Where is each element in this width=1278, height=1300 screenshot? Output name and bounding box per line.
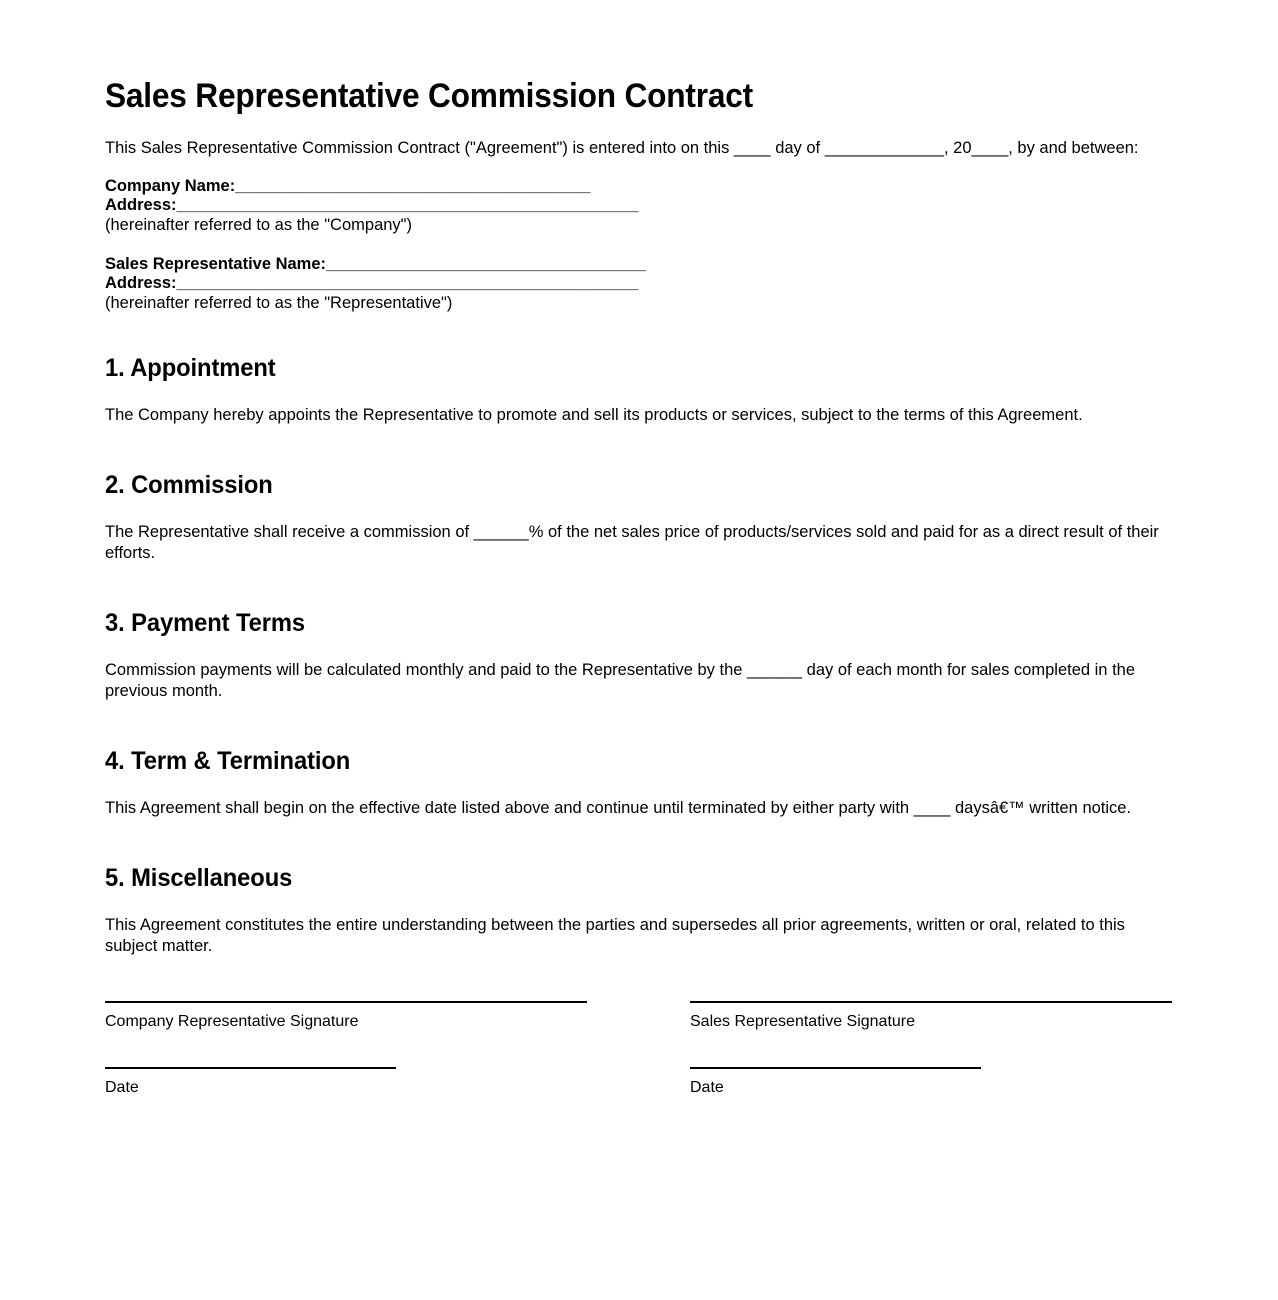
section-heading-commission: 2. Commission (105, 471, 273, 499)
section-body-term-termination: This Agreement shall begin on the effective date listed above and continue until terminated by either party with ____ daysâ€™ written notice. (105, 799, 1132, 817)
section-heading-payment-terms: 3. Payment Terms (105, 609, 306, 637)
representative-address-rule[interactable]: ____________________________________________________ (176, 274, 639, 292)
representative-date-line[interactable] (690, 1067, 981, 1069)
representative-name-rule[interactable]: ____________________________________ (326, 255, 646, 273)
section-body-appointment: The Company hereby appoints the Representative to promote and sell its products or services, subject to the terms of this Agreement. (105, 406, 1083, 424)
document-content (105, 76, 1177, 1121)
representative-name-label: Sales Representative Name: (105, 255, 327, 273)
representative-address-field (105, 274, 1177, 293)
representative-signature-caption: Sales Representative Signature (690, 1013, 916, 1030)
signature-spacer-right (690, 1031, 1172, 1067)
representative-hereinafter-note: (hereinafter referred to as the "Representative") (105, 294, 453, 312)
representative-signature-line[interactable] (690, 1001, 1172, 1003)
signature-column-representative (690, 1001, 1172, 1097)
section-heading-miscellaneous: 5. Miscellaneous (105, 864, 293, 892)
section-miscellaneous (105, 863, 1177, 957)
company-address-label: Address: (105, 196, 177, 214)
section-commission (105, 470, 1177, 564)
signature-block (105, 1001, 1177, 1121)
company-address-field (105, 196, 1177, 215)
company-name-rule[interactable]: ________________________________________ (235, 177, 591, 195)
representative-address-label: Address: (105, 274, 177, 292)
party-block-representative (105, 255, 1177, 313)
representative-date-caption: Date (690, 1079, 724, 1096)
representative-name-field (105, 255, 1177, 274)
company-date-caption: Date (105, 1079, 139, 1096)
company-name-label: Company Name: (105, 177, 236, 195)
intro-paragraph: This Sales Representative Commission Contract ("Agreement") is entered into on this ____ day of _____________, 20____, by and between: (105, 139, 1139, 157)
company-date-line[interactable] (105, 1067, 396, 1069)
company-hereinafter-note: (hereinafter referred to as the "Company") (105, 216, 413, 234)
page-title: Sales Representative Commission Contract (105, 77, 754, 115)
company-address-rule[interactable]: ____________________________________________________ (176, 196, 639, 214)
company-signature-line[interactable] (105, 1001, 587, 1003)
party-block-company (105, 177, 1177, 235)
section-appointment (105, 353, 1177, 426)
section-heading-appointment: 1. Appointment (105, 354, 276, 382)
signature-column-company (105, 1001, 587, 1097)
section-heading-term-termination: 4. Term & Termination (105, 747, 351, 775)
section-term-termination (105, 746, 1177, 819)
company-name-field (105, 177, 1177, 196)
section-body-miscellaneous: This Agreement constitutes the entire understanding between the parties and supersedes all prior agreements, written or oral, related to this subject matter. (105, 916, 1125, 955)
section-body-payment-terms: Commission payments will be calculated monthly and paid to the Representative by the ______ day of each month for sales completed in the previous month. (105, 661, 1136, 700)
section-payment-terms (105, 608, 1177, 702)
company-signature-caption: Company Representative Signature (105, 1013, 359, 1030)
section-body-commission: The Representative shall receive a commission of ______% of the net sales price of products/services sold and paid for as a direct result of their efforts. (105, 523, 1159, 562)
signature-spacer-left (105, 1031, 587, 1067)
